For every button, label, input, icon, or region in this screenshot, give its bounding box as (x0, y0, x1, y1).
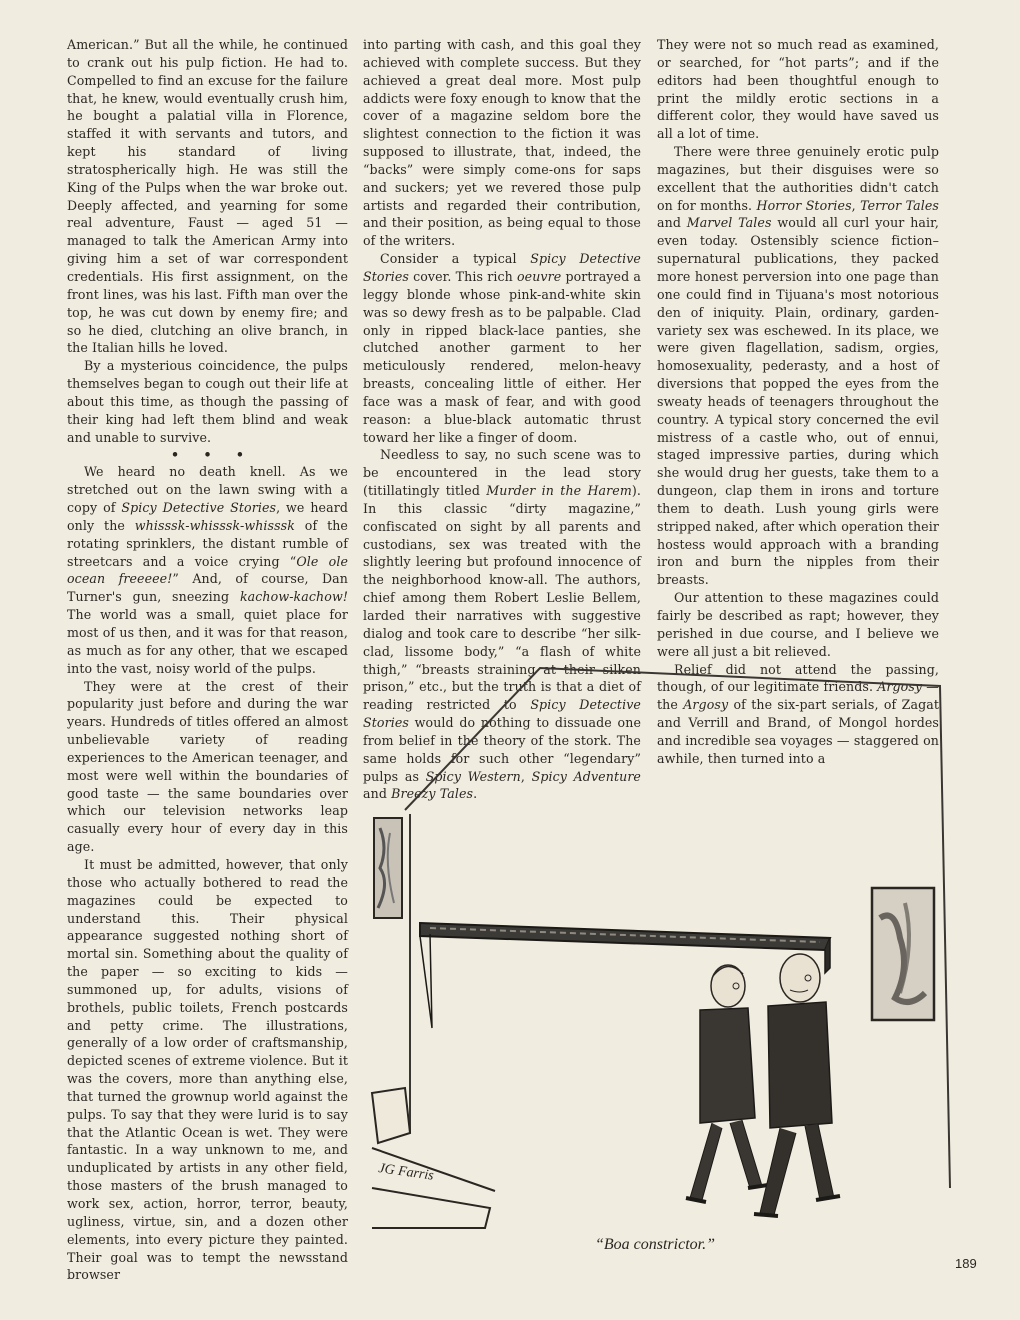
left-painting (374, 818, 402, 918)
paragraph: American.” But all the while, he continued to crank out his pulp fiction. He had to. Compelled to find an excuse for the failure that, he knew, would eventually crush him, he bought a palatial villa in Florence, staffed it with servants and tutors, and kept his standard of living stratospherically high. He was still the King of the Pulps when the war broke out. Deeply affected, and yearning for some real adventure, Faust — aged 51 — managed to talk the American Army into giving him a set of war correspondent credentials. His first assignment, on the front lines, was his last. Fifth man over the top, he was cut down by enemy fire; and so he died, clutching an olive branch, in the Italian hills he loved. (67, 37, 348, 356)
paragraph: By a mysterious coincidence, the pulps themselves began to cough out their life at about this time, as though the passing of their king had left them blind and weak and unable to survive. (67, 358, 348, 445)
man-left (686, 965, 768, 1202)
paragraph: We heard no death knell. As we stretched out on the lawn swing with a copy of Spicy Detective Stories, we heard only the whisssk-whisssk-whisssk of the rotating sprinklers, the distant rumble of streetcars and a voice crying “Ole ole ocean freeeee!” And, of course, Dan Turner's gun, sneezing kachow-kachow! The world was a small, quiet place for most of us then, and it was for that reason, as much as for any other, that we escaped into the vast, noisy world of the pulps. (67, 464, 348, 676)
paragraph: There were three genuinely erotic pulp magazines, but their disguises were so excellent that the authorities didn't catch on for months. Horror Stories, Terror Tales and Marvel Tales would all curl your hair, even today. Ostensibly science fiction–supernatural publications, they packed more honest perversion into one page than one could find in Tijuana's most notorious den of iniquity. Plain, ordinary, garden-variety sex was eschewed. In its place, we were given flagellation, sadism, orgies, homosexuality, pederasty, and a host of diversions that popped the eyes from the sweaty heads of teenagers throughout the country. A typical story concerned the evil mistress of a castle who, out of ennui, staged impressive parties, during which she would drug her guests, take them to a dungeon, clap them in irons and torture them to death. Lush young girls were stripped naked, after which operation their hostess would approach with a branding iron and burn the nipples from their breasts. (657, 144, 939, 588)
paragraph: Consider a typical Spicy Detective Stories cover. This rich oeuvre portrayed a leggy blonde whose pink-and-white skin was so dewy fresh as to be palpable. Clad only in ripped black-lace panties, she clutched another garment to her meticulously rendered, melon-heavy breasts, concealing little of either. Her face was a mask of fear, and with good reason: a blue-black automatic thrust toward her like a finger of doom. (363, 251, 641, 445)
paragraph: into parting with cash, and this goal they achieved with complete success. But they achieved a great deal more. Most pulp addicts were foxy enough to know that the cover of a magazine seldom bore the slightest connection to the fiction it was supposed to illustrate, that, indeed, the “backs” were simply come-ons for saps and suckers; yet we revered those pulp artists and regarded their contribution, and their position, as being equal to those of the writers. (363, 37, 641, 249)
paragraph: Needless to say, no such scene was to be encountered in the lead story (titillatingly titled Murder in the Harem). In this classic “dirty magazine,” confiscated on sight by all parents and custodians, sex was treated with the slightly leering but profound innocence of the neighborhood know-all. The authors, chief among them Robert Leslie Bellem, larded their narratives with suggestive dialog and took care to describe “her silk-clad, lissome body,” “a flash of white thigh,” “breasts straining at their silken prison,” etc., but the truth is that a diet of reading restricted to Spicy Detective Stories would do nothing to dissuade one from belief in the theory of the stork. The same holds for such other “legendary” pulps as Spicy Western, Spicy Adventure and Breezy Tales. (363, 447, 641, 802)
gallery-bench (372, 1088, 495, 1228)
artist-signature: JG Farris (377, 1161, 435, 1184)
gallery-cartoon-illustration (350, 588, 960, 1233)
paragraph: It must be admitted, however, that only those who actually bothered to read the magazines could be expected to understand this. Their physical appearance suggested nothing short of mortal sin. Something about the quality of the paper — so exciting to kids — summoned up, for adults, visions of brothels, public toilets, French postcards and petty crime. The illustrations, generally of a low order of craftsmanship, depicted scenes of extreme violence. But it was the covers, more than anything else, that turned the grownup world against the pulps. To say that they were lurid is to say that the Atlantic Ocean is wet. They were fantastic. In a way unknown to me, and unduplicated by artists in any other field, those masters of the brush managed to work sex, action, horror, terror, beauty, ugliness, virtue, sin, and a dozen other elements, into every picture they painted. Their goal was to tempt the newsstand browser (67, 856, 348, 1283)
paragraph: They were at the crest of their popularity just before and during the war years. Hundreds of titles offered an almost unbelievable variety of reading experiences to the American teenager, and most were well within the boundaries of good taste — the same boundaries over which our television networks leap casually every hour of every day in this age. (67, 678, 348, 855)
section-separator: • • • (171, 447, 254, 463)
paragraph: They were not so much read as examined, or searched, for “hot parts”; and if the editors had been thoughtful enough to print the mildly erotic sections in a different color, they would have saved us all a lot of time. (657, 37, 939, 142)
cartoon-caption: “Boa constrictor.” (594, 1236, 715, 1253)
paragraph: Our attention to these magazines could fairly be described as rapt; however, they perished in due course, and I believe we were all just a bit relieved. (657, 590, 939, 659)
man-right (754, 954, 840, 1216)
right-painting (872, 888, 934, 1020)
paragraph: Relief did not attend the passing, though, of our legitimate friends. Argosy — the Argosy of the six-part serials, of Zagat and Verrill and Brand, of Mongol hordes and incredible sea voyages — staggered on awhile, then turned into a (657, 661, 940, 766)
article-column-1 (67, 36, 348, 1284)
page-number: 189 (955, 1256, 977, 1271)
